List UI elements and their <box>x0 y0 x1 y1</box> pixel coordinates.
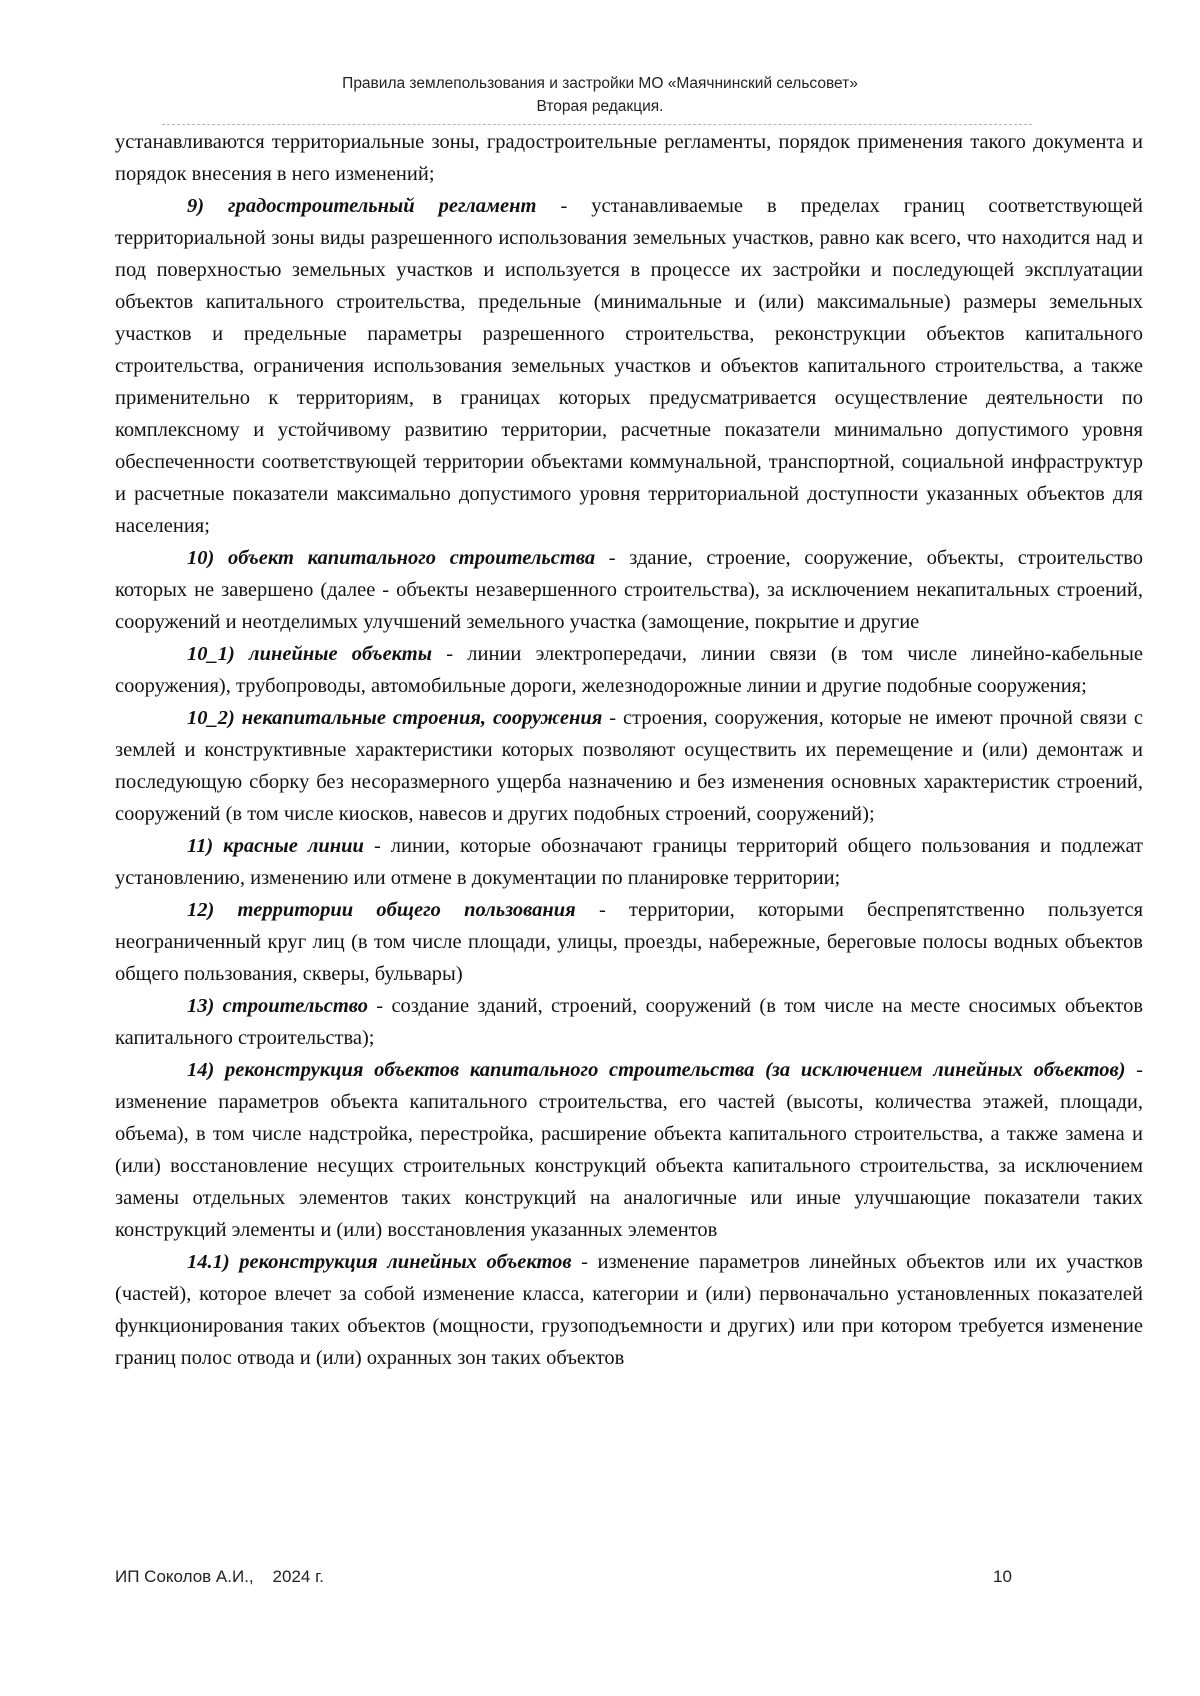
definition-term: 14) реконструкция объектов капитального строительства (за исключением линейных объектов) <box>187 1059 1126 1081</box>
paragraph-text: устанавливаются территориальные зоны, градостроительные регламенты, порядок применения такого документа и порядок внесения в него изменений; <box>115 131 1143 185</box>
header-divider <box>162 124 1032 125</box>
definition-text: - здание, строение, сооружение, объекты, строительство которых не завершено (далее - объекты незавершенного строительства), за исключением некапитальных строений, сооружений и неотделимых улучшений земельного участка (замощение, покрытие и другие <box>115 547 1144 633</box>
definition-text: - территории, которыми беспрепятственно пользуется неограниченный круг лиц (в том числе площади, улицы, проезды, набережные, береговые полосы водных объектов общего пользования, скверы, бульвары) <box>115 899 1143 985</box>
footer-author: ИП Соколов А.И., 2024 г. <box>115 1567 324 1586</box>
definition-text: - создание зданий, строений, сооружений (в том числе на месте сносимых объектов капитального строительства); <box>115 995 1144 1049</box>
definition-term: 10) объект капитального строительства <box>187 547 596 569</box>
page-header <box>0 72 1200 118</box>
definition-paragraph <box>115 190 1143 542</box>
definition-paragraph <box>115 542 1143 638</box>
definition-text: - изменение параметров объекта капитального строительства, его частей (высоты, количества этажей, площади, объема), в том числе надстройка, перестройка, расширение объекта капитального строительства, а также замена и (или) восстановление несущих строительных конструкций объекта капитального строительства, за исключением замены отдельных элементов таких конструкций на аналогичные или иные улучшающие показатели таких конструкций элементы и (или) восстановления указанных элементов <box>115 1059 1143 1241</box>
definition-paragraph <box>115 1246 1143 1374</box>
definition-paragraph <box>115 702 1143 830</box>
definition-paragraph <box>115 894 1143 990</box>
definition-paragraph <box>115 638 1143 702</box>
definition-text: - линии, которые обозначают границы территорий общего пользования и подлежат установлению, изменению или отмене в документации по планировке территории; <box>115 835 1143 889</box>
definition-term: 10_1) линейные объекты <box>187 643 432 665</box>
definition-term: 13) строительство <box>187 995 368 1017</box>
definition-term: 11) красные линии <box>187 835 364 857</box>
document-body <box>115 126 1143 1374</box>
definition-paragraph <box>115 830 1143 894</box>
page-number: 10 <box>993 1567 1012 1586</box>
definition-paragraph <box>115 990 1143 1054</box>
definition-text: - изменение параметров линейных объектов или их участков (частей), которое влечет за собой изменение класса, категории и (или) первоначально установленных показателей функционирования таких объектов (мощности, грузоподъемности и других) или при котором требуется изменение границ полос отвода и (или) охранных зон таких объектов <box>115 1251 1143 1369</box>
header-title: Правила землепользования и застройки МО «Маячнинский сельсовет» <box>342 75 858 92</box>
definition-text: - строения, сооружения, которые не имеют прочной связи с землей и конструктивные характеристики которых позволяют осуществить их перемещение и (или) демонтаж и последующую сборку без несоразмерного ущерба назначению и без изменения основных характеристик строений, сооружений (в том числе киосков, навесов и других подобных строений, сооружений); <box>115 707 1143 825</box>
definition-term: 12) территории общего пользования <box>187 899 576 921</box>
definition-term: 10_2) некапитальные строения, сооружения <box>187 707 603 729</box>
header-edition: Вторая редакция. <box>536 98 664 115</box>
definition-paragraph <box>115 1054 1143 1246</box>
definition-term: 9) градостроительный регламент <box>187 195 537 217</box>
paragraph-continuation <box>115 126 1143 190</box>
definition-text: - линии электропередачи, линии связи (в том числе линейно-кабельные сооружения), трубопроводы, автомобильные дороги, железнодорожные линии и другие подобные сооружения; <box>115 643 1143 697</box>
definition-term: 14.1) реконструкция линейных объектов <box>187 1251 572 1273</box>
definition-text: - устанавливаемые в пределах границ соответствующей территориальной зоны виды разрешенного использования земельных участков, равно как всего, что находится над и под поверхностью земельных участков и используется в процессе их застройки и последующей эксплуатации объектов капитального строительства, предельные (минимальные и (или) максимальные) размеры земельных участков и предельные параметры разрешенного строительства, реконструкции объектов капитального строительства, ограничения использования земельных участков и объектов капитального строительства, а также применительно к территориям, в границах которых предусматривается осуществление деятельности по комплексному и устойчивому развитию территории, расчетные показатели минимально допустимого уровня обеспеченности соответствующей территории объектами коммунальной, транспортной, социальной инфраструктур и расчетные показатели максимально допустимого уровня территориальной доступности указанных объектов для населения; <box>115 195 1143 537</box>
